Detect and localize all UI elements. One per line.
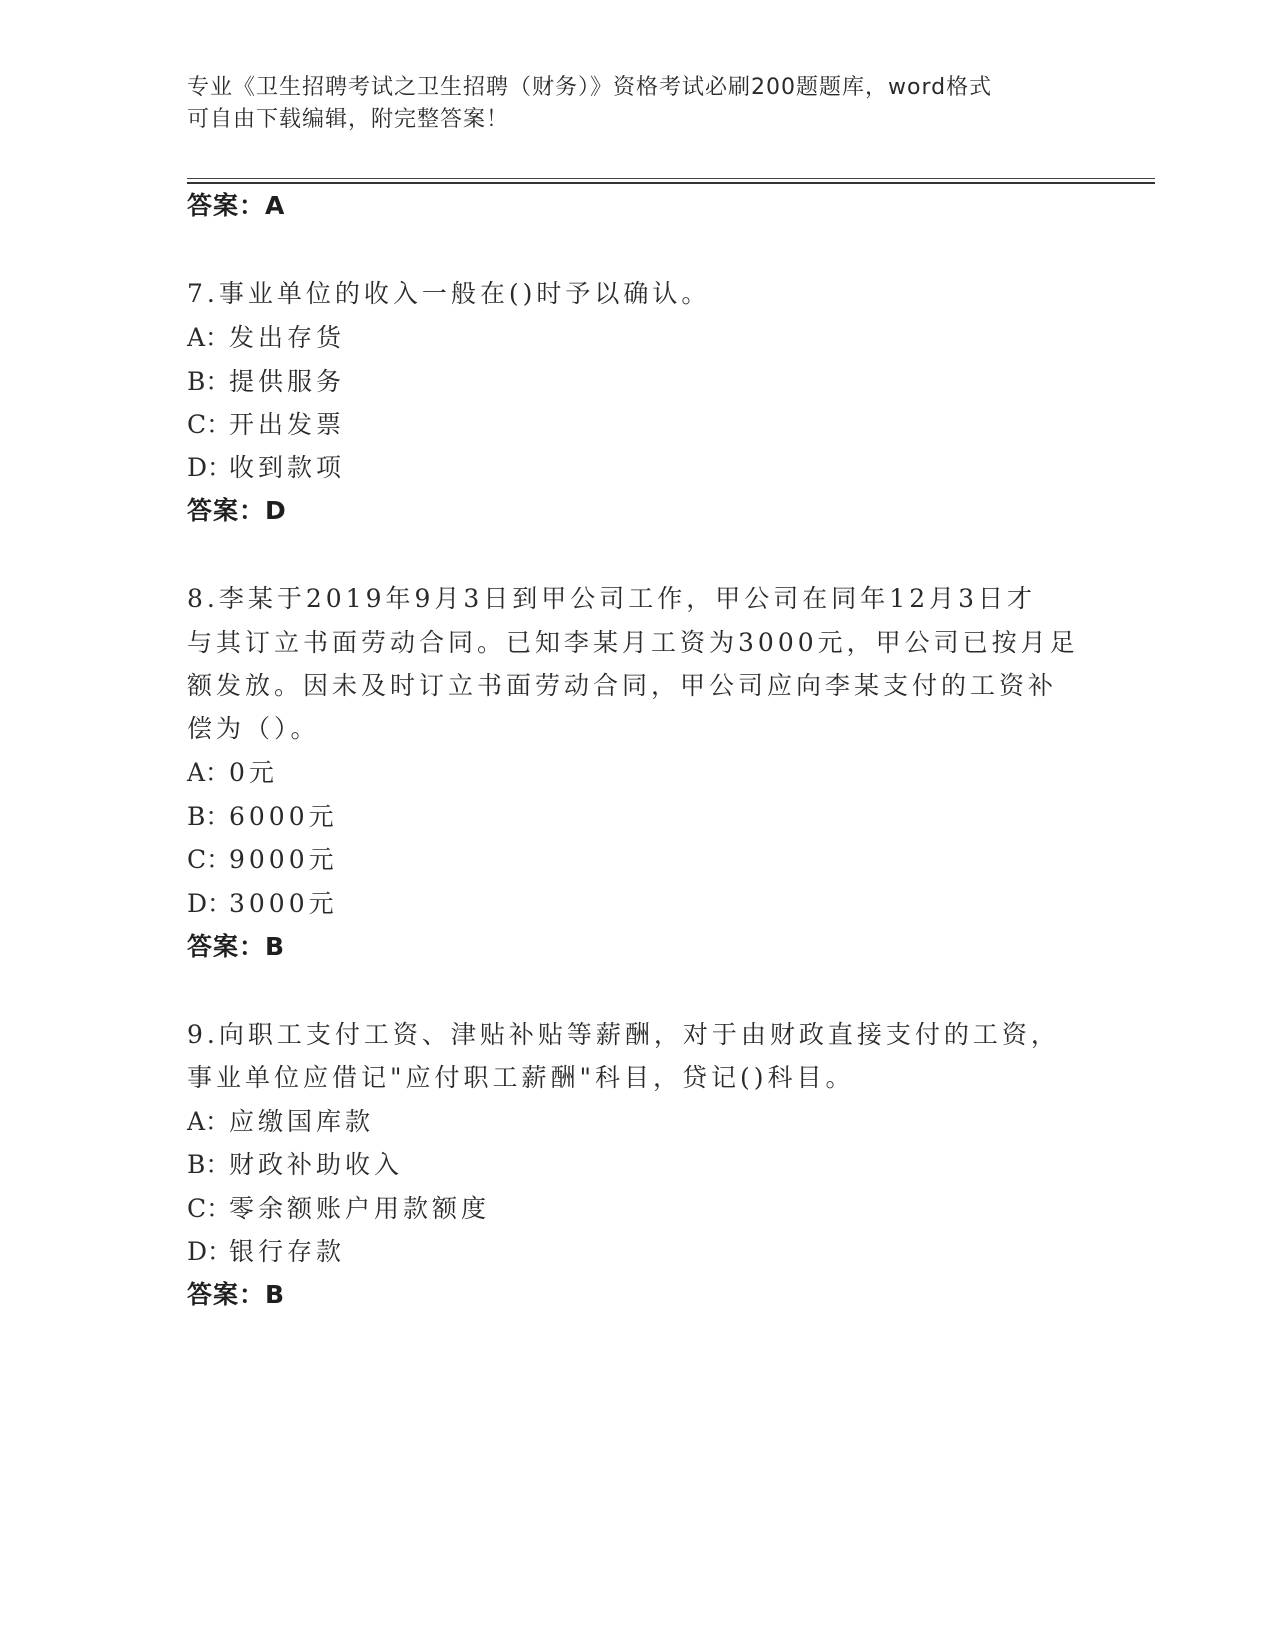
question-7-option-c: C：开出发票 <box>187 410 346 439</box>
question-8-option-d: D：3000元 <box>187 889 338 918</box>
question-8-option-c: C：9000元 <box>187 845 338 874</box>
question-9-option-d: D：银行存款 <box>187 1237 346 1266</box>
question-8-line-2: 与其订立书面劳动合同。已知李某月工资为3000元，甲公司已按月足 <box>187 628 1079 657</box>
question-8-line-4: 偿为（）。 <box>187 714 320 743</box>
question-9-line-2: 事业单位应借记"应付职工薪酬"科目，贷记()科目。 <box>187 1063 855 1092</box>
question-9-option-c: C：零余额账户用款额度 <box>187 1194 491 1223</box>
question-9-option-a: A：应缴国库款 <box>187 1107 375 1136</box>
question-9-answer: 答案：B <box>187 1280 286 1309</box>
previous-answer: 答案：A <box>187 191 286 220</box>
question-9-option-b: B：财政补助收入 <box>187 1150 404 1179</box>
question-7-line-1: 7.事业单位的收入一般在()时予以确认。 <box>187 279 711 308</box>
header-line-2: 可自由下载编辑，附完整答案！ <box>187 107 510 132</box>
question-7-answer: 答案：D <box>187 496 287 525</box>
header-divider-thick <box>187 182 1155 184</box>
question-8-answer: 答案：B <box>187 932 286 961</box>
question-7-option-b: B：提供服务 <box>187 367 346 396</box>
question-9-line-1: 9.向职工支付工资、津贴补贴等薪酬，对于由财政直接支付的工资， <box>187 1020 1060 1049</box>
document-header <box>187 72 1087 136</box>
question-8-option-a: A：0元 <box>187 758 278 787</box>
header-divider-thin <box>187 178 1155 179</box>
question-8-option-b: B：6000元 <box>187 802 338 831</box>
question-8-line-1: 8.李某于2019年9月3日到甲公司工作，甲公司在同年12月3日才 <box>187 584 1037 613</box>
question-7-option-a: A：发出存货 <box>187 323 346 352</box>
question-7-option-d: D：收到款项 <box>187 453 346 482</box>
header-line-1: 专业《卫生招聘考试之卫生招聘（财务）》资格考试必刷200题题库，word格式 <box>187 75 993 100</box>
question-8-line-3: 额发放。因未及时订立书面劳动合同，甲公司应向李某支付的工资补 <box>187 671 1058 700</box>
